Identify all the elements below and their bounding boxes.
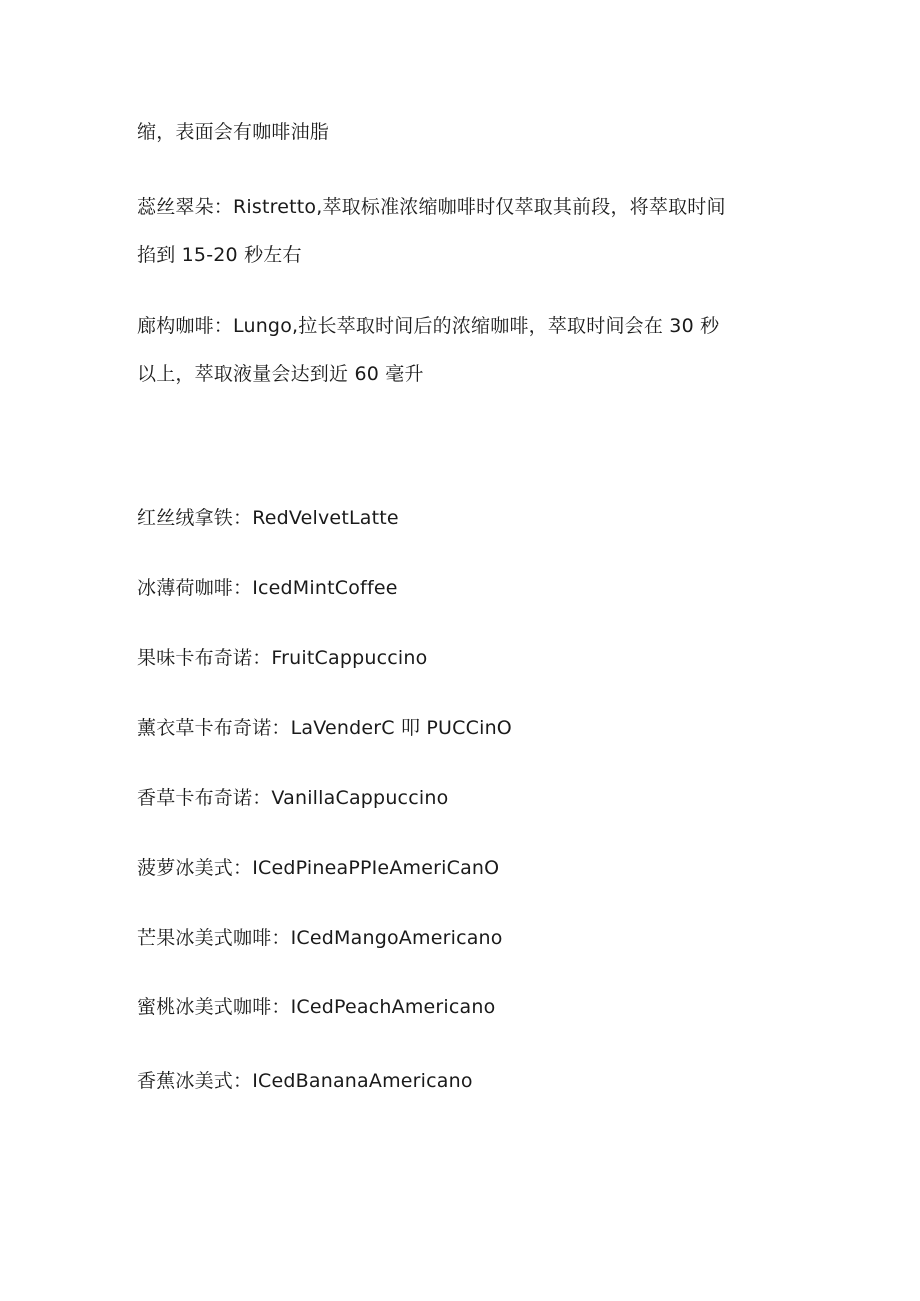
paragraph-line: 缩，表面会有咖啡油脂 — [137, 121, 330, 143]
paragraph-line: 蕊丝翠朵：Ristretto,萃取标准浓缩咖啡时仅萃取其前段，将萃取时间 — [137, 196, 726, 218]
paragraph-line: 以上，萃取液量会达到近 60 毫升 — [137, 363, 424, 385]
menu-item-iced-banana-americano: 香蕉冰美式：ICedBananaAmericano — [137, 1070, 473, 1092]
menu-item-iced-mint-coffee: 冰薄荷咖啡：IcedMintCoffee — [137, 577, 398, 599]
paragraph-line: 掐到 15-20 秒左右 — [137, 244, 302, 266]
menu-item-iced-peach-americano: 蜜桃冰美式咖啡：ICedPeachAmericano — [137, 996, 496, 1018]
menu-item-vanilla-cappuccino: 香草卡布奇诺：VanillaCappuccino — [137, 787, 449, 809]
menu-item-iced-mango-americano: 芒果冰美式咖啡：ICedMangoAmericano — [137, 927, 503, 949]
menu-item-fruit-cappuccino: 果味卡布奇诺：FruitCappuccino — [137, 647, 428, 669]
menu-item-iced-pineapple-americano: 菠萝冰美式：ICedPineaPPIeAmeriCanO — [137, 857, 500, 879]
menu-item-lavender-cappuccino: 薰衣草卡布奇诺：LaVenderC 叩 PUCCinO — [137, 717, 512, 739]
menu-item-red-velvet-latte: 红丝绒拿铁：RedVelvetLatte — [137, 507, 399, 529]
paragraph-line: 廊构咖啡：Lungo,拉长萃取时间后的浓缩咖啡，萃取时间会在 30 秒 — [137, 315, 720, 337]
